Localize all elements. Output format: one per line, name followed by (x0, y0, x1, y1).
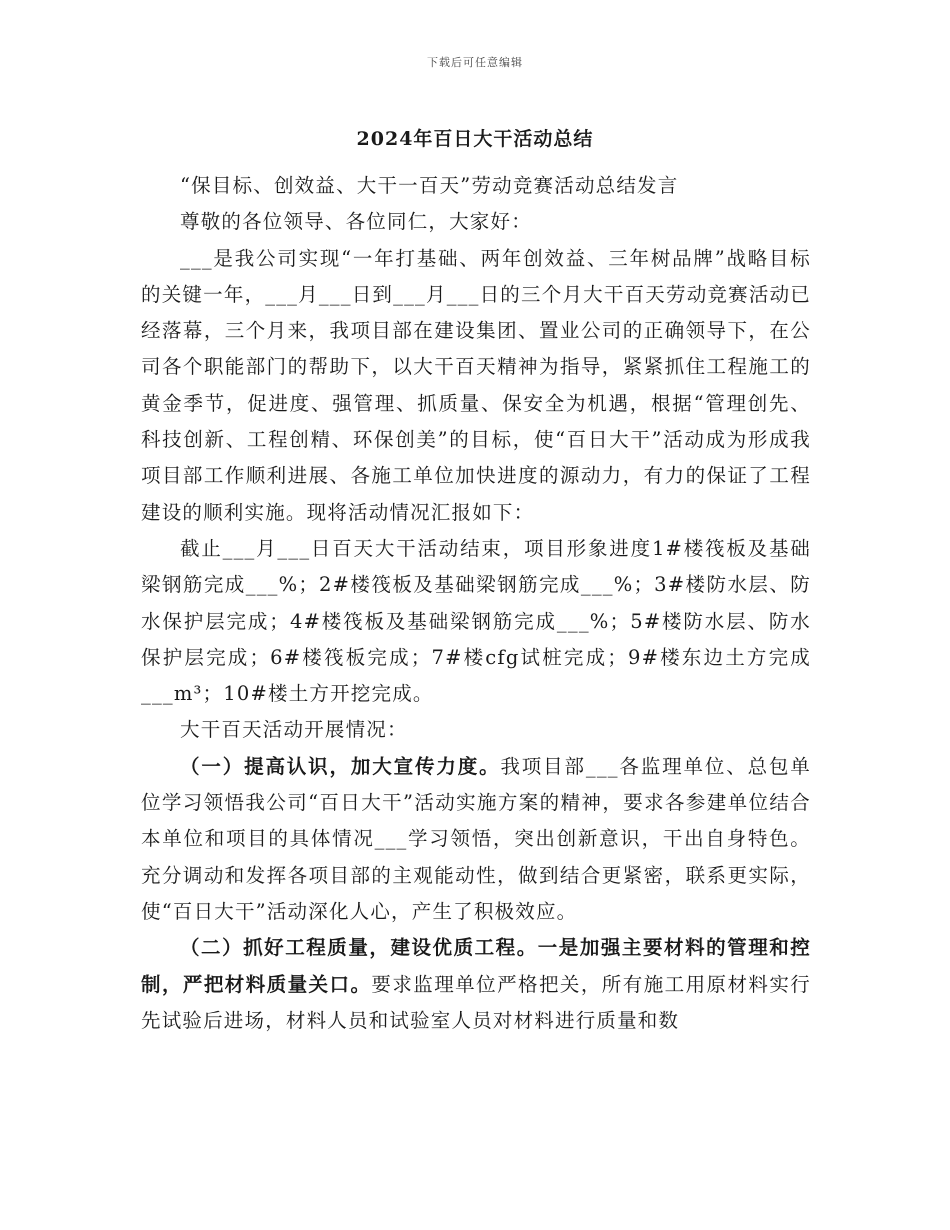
progress-paragraph: 截止___月___日百天大干活动结束，项目形象进度1#楼筏板及基础梁钢筋完成___%；2#楼筏板及基础梁钢筋完成___%；3#楼防水层、防水保护层完成；4#楼筏板及基础梁钢筋完成___%；5#楼防水层、防水保护层完成；6#楼筏板完成；7#楼cfg试桩完成；9#楼东边土方完成___m³；10#楼土方开挖完成。 (141, 536, 811, 706)
page-header-note: 下载后可任意编辑 (427, 56, 523, 69)
greeting-paragraph: 尊敬的各位领导、各位同仁，大家好： (180, 210, 532, 234)
section-intro-paragraph: 大干百天活动开展情况： (180, 718, 408, 742)
section-1-body: 我项目部___各监理单位、总包单位学习领悟我公司“百日大干”活动实施方案的精神，要求各参建单位结合本单位和项目的具体情况___学习领悟，突出创新意识，干出自身特色。充分调动和发挥各项目部的主观能动性，做到结合更紧密，联系更实际，使“百日大干”活动深化人心，产生了积极效应。 (141, 754, 811, 923)
document-body (141, 168, 811, 1039)
section-2-body: 要求监理单位严格把关，所有施工用原材料实行先试验后进场，材料人员和试验室人员对材料进行质量和数 (141, 972, 812, 1032)
intro-paragraph: ___是我公司实现“一年打基础、两年创效益、三年树品牌”战略目标的关键一年，___月___日到___月___日的三个月大干百天劳动竞赛活动已经落幕，三个月来，我项目部在建设集团、置业公司的正确领导下，在公司各个职能部门的帮助下，以大干百天精神为指导，紧紧抓住工程施工的黄金季节，促进度、强管理、抓质量、保安全为机遇，根据“管理创先、科技创新、工程创精、环保创美”的目标，使“百日大干”活动成为形成我项目部工作顺利进展、各施工单位加快进度的源动力，有力的保证了工程建设的顺利实施。现将活动情况汇报如下： (141, 246, 811, 524)
section-1-paragraph (141, 749, 811, 930)
section-1-heading: （一）提高认识，加大宣传力度。 (180, 754, 501, 778)
section-2-paragraph (141, 930, 811, 1039)
document-title: 2024年百日大干活动总结 (356, 128, 594, 150)
subtitle-paragraph: “保目标、创效益、大干一百天”劳动竞赛活动总结发言 (180, 174, 679, 197)
section-2-heading: （二）抓好工程质量，建设优质工程。一是加强主要材料的管理和控制，严把材料质量关口。 (141, 936, 811, 996)
